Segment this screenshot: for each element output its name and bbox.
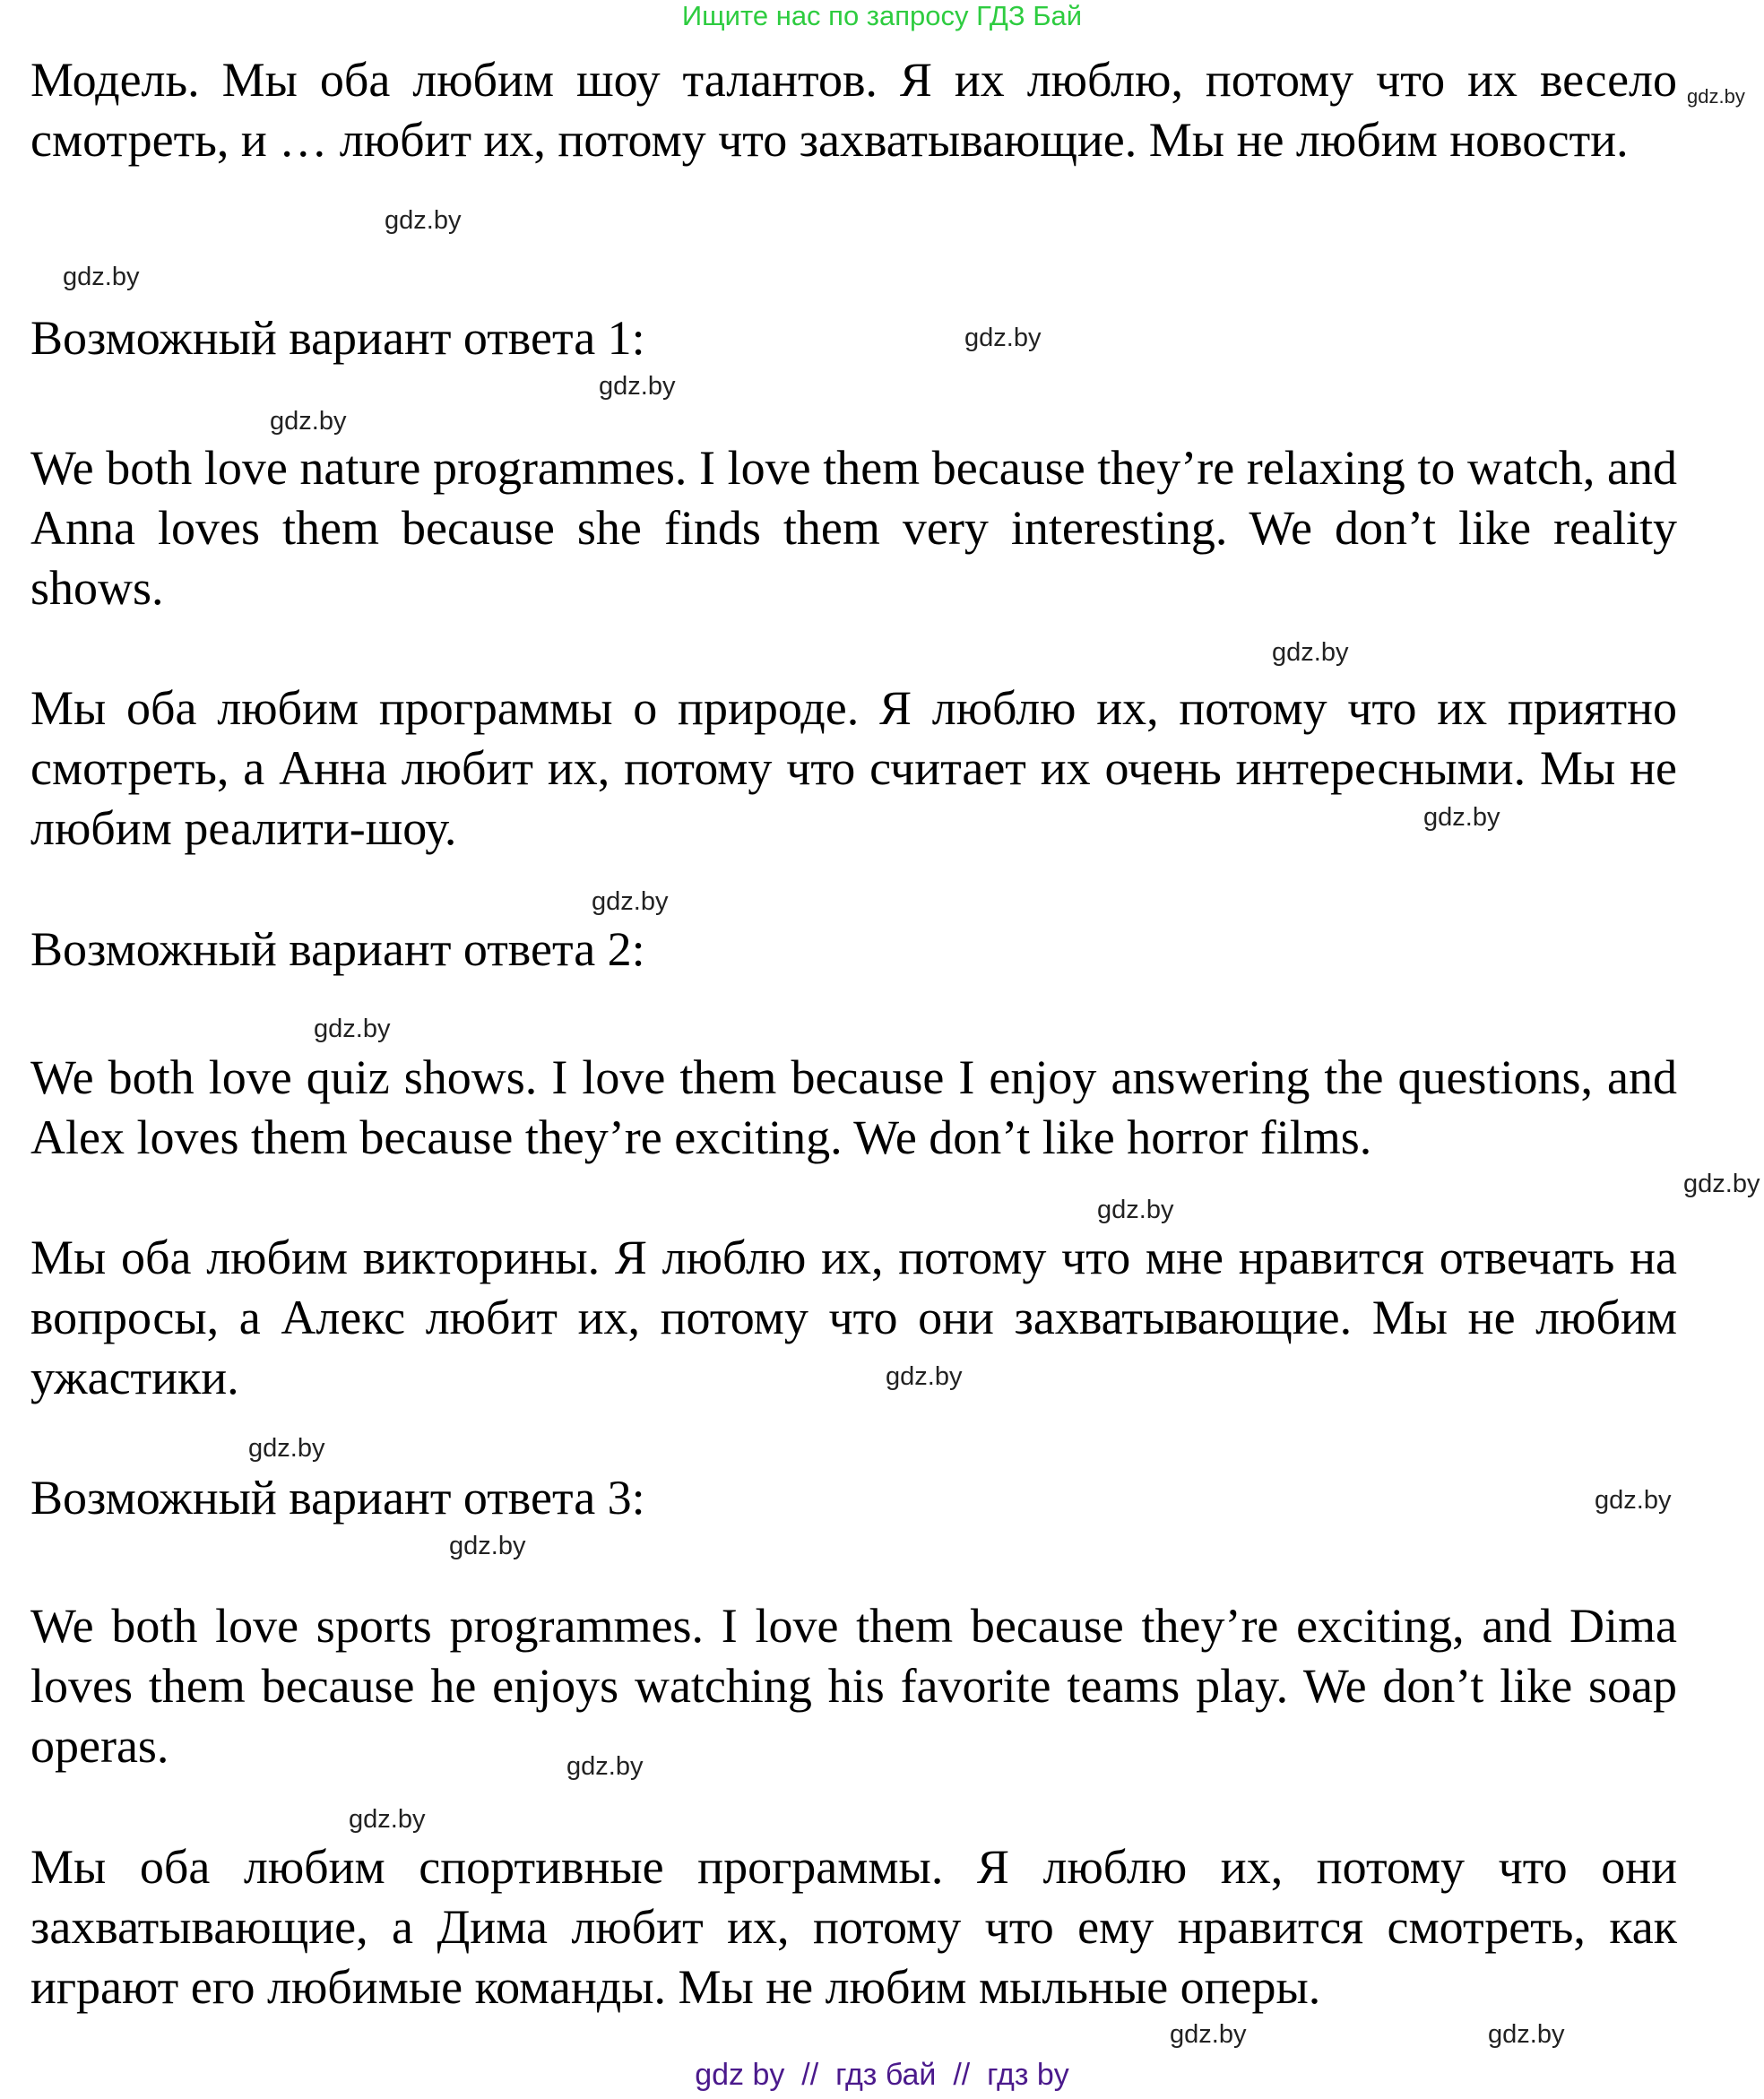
watermark: gdz.by bbox=[1423, 803, 1500, 832]
answer-2-russian: Мы оба любим викторины. Я люблю их, потому что мне нравится отвечать на вопросы, а Алекс любит их, потому что они захватывающие. Мы не любим ужастики. bbox=[30, 1231, 1677, 1404]
answer-3-heading: Возможный вариант ответа 3: bbox=[30, 1471, 645, 1525]
watermark: gdz.by bbox=[314, 1015, 391, 1043]
watermark: gdz.by bbox=[1595, 1486, 1672, 1515]
answer-2-english: We both love quiz shows. I love them because I enjoy answering the questions, and Alex loves them because they’re exciting. We don’t like horror films. bbox=[30, 1050, 1677, 1164]
watermark: gdz.by bbox=[1687, 85, 1745, 108]
answer-3-english: We both love sports programmes. I love them because they’re exciting, and Dima loves them because he enjoys watching his favorite teams play. We don’t like soap operas. bbox=[30, 1599, 1677, 1773]
answer-1-heading: Возможный вариант ответа 1: bbox=[30, 311, 645, 365]
watermark: gdz.by bbox=[886, 1362, 963, 1391]
watermark: gdz.by bbox=[1488, 2020, 1565, 2049]
watermark: gdz.by bbox=[63, 263, 140, 291]
watermark: gdz.by bbox=[1097, 1196, 1174, 1224]
answer-1-english: We both love nature programmes. I love them because they’re relaxing to watch, and Anna loves them because she finds them very interesting. We don’t like reality shows. bbox=[30, 441, 1677, 615]
watermark: gdz.by bbox=[566, 1752, 644, 1781]
model-paragraph: Модель. Мы оба любим шоу талантов. Я их люблю, потому что их весело смотреть, и … любит их, потому что захватывающие. Мы не любим новости. bbox=[30, 53, 1677, 167]
watermark: gdz.by bbox=[964, 324, 1042, 352]
watermark: gdz.by bbox=[349, 1805, 426, 1834]
watermark: gdz.by bbox=[248, 1434, 325, 1463]
answer-3-russian: Мы оба любим спортивные программы. Я люблю их, потому что они захватывающие, а Дима любит их, потому что ему нравится смотреть, как играют его любимые команды. Мы не любим мыльные оперы. bbox=[30, 1840, 1677, 2014]
answer-2-heading: Возможный вариант ответа 2: bbox=[30, 922, 645, 976]
watermark: gdz.by bbox=[1170, 2020, 1247, 2049]
watermark: gdz.by bbox=[385, 206, 462, 235]
watermark: gdz.by bbox=[270, 407, 347, 436]
watermark: gdz.by bbox=[1272, 638, 1349, 667]
footer-links: gdz by // гдз бай // гдз by bbox=[695, 2058, 1069, 2092]
watermark: gdz.by bbox=[1683, 1170, 1760, 1198]
search-banner: Ищите нас по запросу ГДЗ Бай bbox=[681, 0, 1083, 31]
watermark: gdz.by bbox=[592, 887, 669, 916]
answer-1-russian: Мы оба любим программы о природе. Я люблю их, потому что их приятно смотреть, а Анна любит их, потому что считает их очень интересными. Мы не любим реалити-шоу. bbox=[30, 681, 1677, 855]
watermark: gdz.by bbox=[449, 1532, 526, 1560]
watermark: gdz.by bbox=[599, 372, 676, 401]
